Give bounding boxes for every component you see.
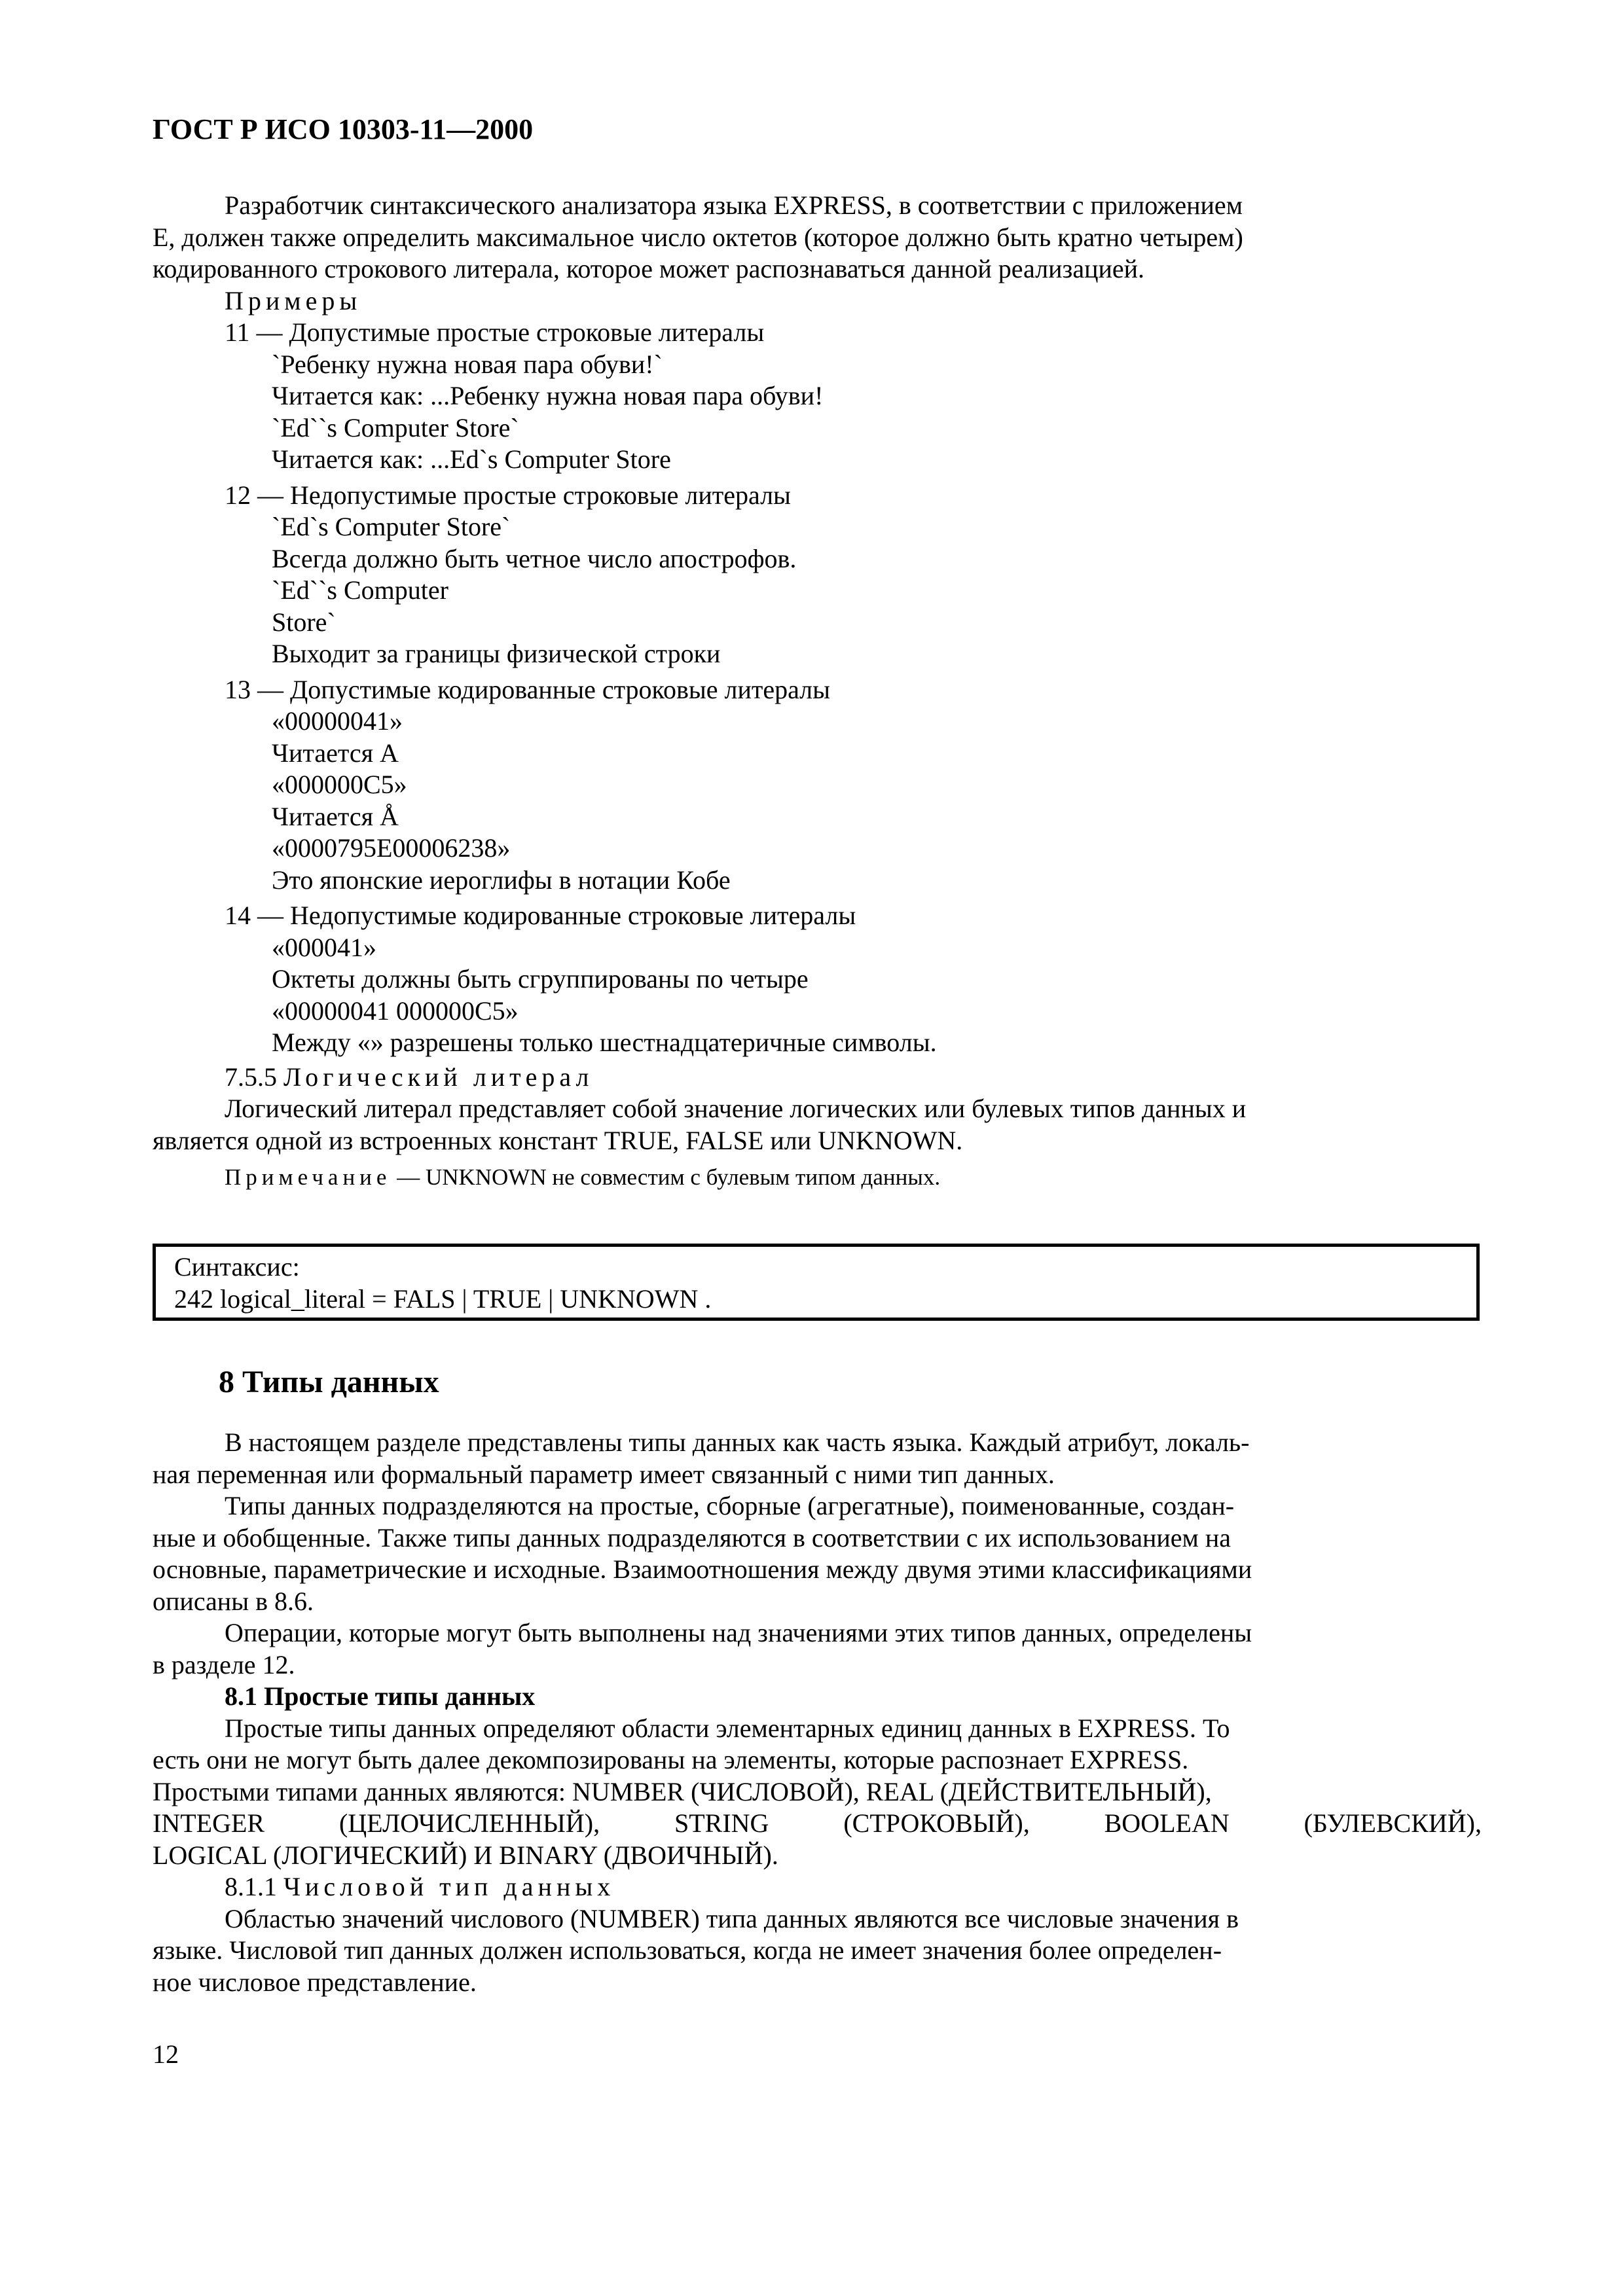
section-8-1-line-1: Простые типы данных определяют области элементарных единиц данных в EXPRESS. То (225, 1713, 1230, 1743)
example-line: `Ed``s Computer Store` (272, 412, 519, 442)
intro-line-3: кодированного строкового литерала, которое может распознаваться данной реализацией. (153, 254, 1145, 283)
section-8-1-1-line-3: ное числовое представление. (153, 1967, 477, 1997)
example-number: 11 — Допустимые простые строковые литералы (225, 317, 765, 347)
section-7-5-5-line-1: Логический литерал представляет собой значение логических или булевых типов данных и (225, 1094, 1247, 1123)
example-number: 14 — Недопустимые кодированные строковые литералы (225, 901, 856, 930)
document-header: ГОСТ Р ИСО 10303-11—2000 (153, 113, 534, 145)
example-line: Октеты должны быть сгруппированы по четыре (272, 964, 809, 994)
note-text: — UNKNOWN не совместим с булевым типом данных. (391, 1164, 941, 1190)
section-8-p1-line-2: ная переменная или формальный параметр имеет связанный с ними тип данных. (153, 1459, 1055, 1489)
example-line: `Ed``s Computer (272, 575, 448, 605)
example-line: «00000041» (272, 706, 403, 736)
example-line: Читается как: ...Ed`s Computer Store (272, 444, 671, 474)
section-title: Числовой тип данных (283, 1872, 615, 1901)
section-8-p2-line-2: ные и обобщенные. Также типы данных подразделяются в соответствии с их использованием на (153, 1522, 1231, 1552)
section-7-5-5-heading (225, 1062, 1482, 1094)
section-number: 7.5.5 (225, 1062, 277, 1092)
section-8-p1-line-1: В настоящем разделе представлены типы данных как часть языка. Каждый атрибут, локаль- (225, 1427, 1250, 1457)
example-number: 12 — Недопустимые простые строковые литералы (225, 480, 791, 510)
example-line: `Ребенку нужна новая пара обуви!` (272, 349, 663, 379)
section-8-1-line-5: LOGICAL (ЛОГИЧЕСКИЙ) И BINARY (ДВОИЧНЫЙ). (153, 1840, 778, 1870)
syntax-rule: 242 logical_literal = FALS | TRUE | UNKNOWN . (174, 1284, 712, 1314)
example-11 (153, 317, 1482, 476)
section-8-p2-line-1: Типы данных подразделяются на простые, сборные (агрегатные), поименованные, создан- (225, 1491, 1235, 1520)
intro-block (153, 190, 1482, 1194)
section-8-1-heading: 8.1 Простые типы данных (225, 1681, 536, 1711)
section-8-1-1-heading (153, 1871, 1482, 1903)
note-label: Примечание (225, 1164, 392, 1190)
section-8-p3-line-1: Операции, которые могут быть выполнены над значениями этих типов данных, определены (225, 1618, 1252, 1647)
section-8-p3-line-2: в разделе 12. (153, 1649, 295, 1679)
section-8-body (153, 1427, 1482, 1998)
section-title: Логический литерал (283, 1062, 594, 1092)
note (225, 1162, 1482, 1194)
example-line: Читается Å (272, 801, 399, 831)
example-line: «000000C5» (272, 770, 407, 799)
example-line: Всегда должно быть четное число апострофов. (272, 543, 797, 573)
syntax-box (153, 1244, 1480, 1321)
examples-heading: Примеры (225, 285, 362, 315)
section-number: 8.1.1 (225, 1872, 277, 1901)
page-number: 12 (153, 2039, 179, 2069)
section-8-1-line-4: INTEGER (ЦЕЛОЧИСЛЕННЫЙ), STRING (СТРОКОВЫЙ), BOOLEAN (БУЛЕВСКИЙ), (153, 1808, 1482, 1838)
section-8-p2-line-3: основные, параметрические и исходные. Взаимоотношения между двумя этими классификациями (153, 1554, 1252, 1584)
example-13 (153, 674, 1482, 897)
intro-line-1: Разработчик синтаксического анализатора языка EXPRESS, в соответствии с приложением (225, 190, 1243, 220)
example-14 (153, 900, 1482, 1059)
section-8-1-line-2: есть они не могут быть далее декомпозированы на элементы, которые распознает EXPRESS. (153, 1745, 1189, 1774)
example-line: «000041» (272, 932, 376, 962)
section-8-heading: 8 Типы данных (219, 1365, 439, 1399)
example-line: «00000041 000000C5» (272, 996, 519, 1026)
section-7-5-5-line-2: является одной из встроенных констант TRUE, FALSE или UNKNOWN. (153, 1125, 963, 1155)
section-8-1-1-line-1: Областью значений числового (NUMBER) типа данных являются все числовые значения в (225, 1903, 1239, 1933)
example-line: Это японские иероглифы в нотации Кобе (272, 865, 731, 895)
section-8-p2-line-4: описаны в 8.6. (153, 1586, 314, 1616)
example-line: «0000795E00006238» (272, 833, 511, 863)
example-line: Между «» разрешены только шестнадцатеричные символы. (272, 1028, 937, 1057)
example-line: Читается А (272, 738, 399, 768)
example-line: Выходит за границы физической строки (272, 639, 721, 668)
section-8-1-1-line-2: языке. Числовой тип данных должен использоваться, когда не имеет значения более определен- (153, 1935, 1222, 1965)
intro-line-2: Е, должен также определить максимальное число октетов (которое должно быть кратно четырем) (153, 222, 1243, 252)
example-number: 13 — Допустимые кодированные строковые литералы (225, 674, 831, 704)
example-12 (153, 480, 1482, 670)
syntax-label: Синтаксис: (174, 1252, 300, 1282)
example-line: Читается как: ...Ребенку нужна новая пара обуви! (272, 381, 824, 410)
example-line: `Ed`s Computer Store` (272, 512, 511, 541)
example-line: Store` (272, 607, 336, 637)
section-8-1-line-3: Простыми типами данных являются: NUMBER (ЧИСЛОВОЙ), REAL (ДЕЙСТВИТЕЛЬНЫЙ), (153, 1776, 1212, 1806)
